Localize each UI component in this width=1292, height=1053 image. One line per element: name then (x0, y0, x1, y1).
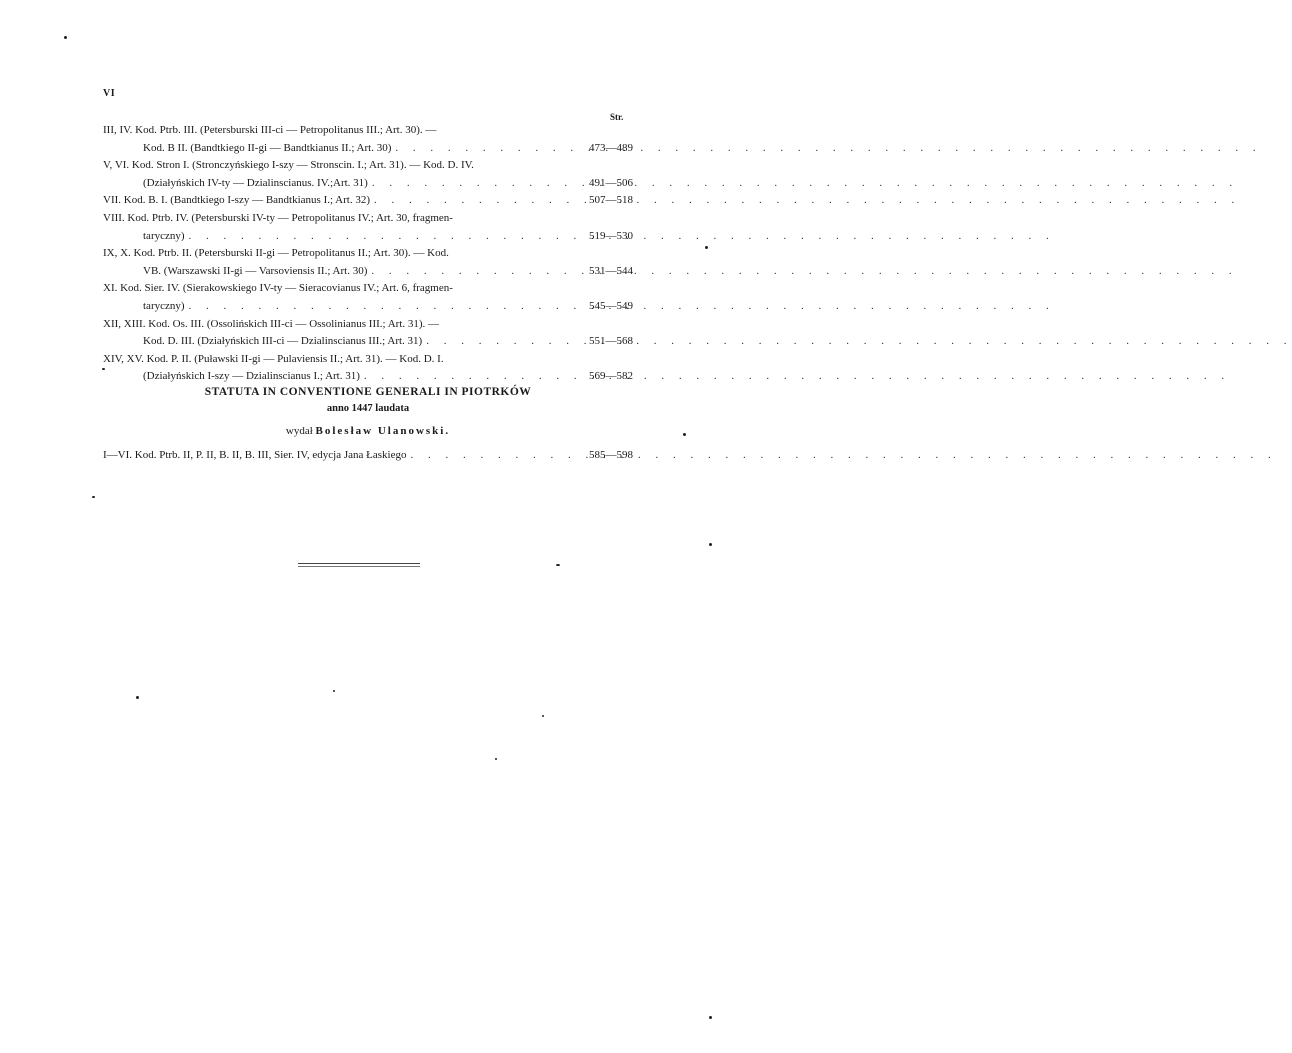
toc-entry-text: XI. Kod. Sier. IV. (Sierakowskiego IV-ty — Sieracovianus IV.; Art. 6, fragmen- (103, 282, 453, 295)
toc-entry-pages: 473—489 (589, 141, 633, 154)
toc-entry-text: III, IV. Kod. Ptrb. III. (Petersburski III-ci — Petropolitanus III.; Art. 30). — (103, 124, 437, 136)
leader-dots (395, 140, 577, 158)
scan-speck (102, 368, 105, 370)
toc-entry-text: Kod. D. III. (Działyńskich III-ci — Dzialinscianus III.; Art. 31) (143, 335, 423, 348)
scan-speck (542, 715, 544, 717)
toc-entry (103, 316, 633, 351)
toc-entry (103, 447, 633, 464)
scan-speck (495, 758, 497, 760)
editor-prefix: wydał (285, 425, 313, 437)
leader-dots (410, 447, 577, 464)
leader-dots (371, 263, 577, 281)
scan-speck (683, 433, 686, 436)
toc-entry-text: XII, XIII. Kod. Os. III. (Ossolińskich III-ci — Ossolinianus III.; Art. 31). — (103, 317, 440, 330)
scan-speck (92, 496, 95, 498)
scan-speck (64, 36, 67, 39)
toc-entry-text: taryczny) (143, 229, 185, 242)
toc-entry-text: IX, X. Kod. Ptrb. II. (Petersburski II-gi — Petropolitanus II.; Art. 30). — Kod. (103, 247, 449, 260)
scan-speck (556, 564, 560, 566)
toc-entry-text: (Działyńskich I-szy — Dzialinscianus I.; Art. 31) (143, 370, 360, 383)
toc-entry-text: I—VI. Kod. Ptrb. II, P. II, B. II, B. III, Sier. IV, edycja Jana Łaskiego (103, 449, 407, 461)
scan-speck (333, 690, 335, 692)
scan-speck (709, 1016, 712, 1019)
toc-entry-pages: 519—530 (589, 229, 633, 242)
toc-entry-text: V, VI. Kod. Stron I. (Stronczyńskiego I-szy — Stronscin. I.; Art. 31). — Kod. D. IV. (103, 159, 474, 172)
scan-speck (709, 543, 712, 546)
scan-speck (136, 696, 139, 699)
leader-dots (426, 333, 577, 351)
toc-entry (103, 192, 633, 210)
editor-name: Bolesław Ulanowski. (315, 425, 451, 437)
toc-entry-pages: 585—598 (589, 449, 633, 461)
toc-entry-text: VB. (Warszawski II-gi — Varsoviensis II.; Art. 30) (143, 264, 368, 277)
section-contents (103, 447, 633, 464)
toc-entry (103, 210, 633, 245)
leader-dots (189, 228, 577, 246)
toc-entry (103, 122, 633, 157)
toc-entry (103, 351, 633, 386)
toc-entry-pages: 531—544 (589, 264, 633, 277)
toc-entry-text: Kod. B II. (Bandtkiego II-gi — Bandtkianus II.; Art. 30) (143, 141, 392, 154)
section-subtitle: anno 1447 laudata (326, 403, 410, 414)
toc-entry (103, 157, 633, 192)
leader-dots (372, 175, 577, 193)
page-number: VI (103, 88, 116, 99)
section-editor (103, 425, 633, 437)
scan-speck (705, 246, 708, 249)
toc-entry-pages: 551—568 (589, 335, 633, 348)
toc-entry-pages: 569—582 (589, 370, 633, 383)
toc-entry-text: (Działyńskich IV-ty — Dzialinscianus. IV.;Art. 31) (143, 176, 368, 189)
toc-entry-pages: 545—549 (589, 299, 633, 312)
toc-entry-text: XIV, XV. Kod. P. II. (Puławski II-gi — Pulaviensis II.; Art. 31). — Kod. D. I. (103, 352, 444, 365)
toc-entry-text: taryczny) (143, 299, 185, 312)
toc-entry (103, 245, 633, 280)
toc-entry (103, 280, 633, 315)
end-rule (298, 563, 420, 567)
toc-entry-pages: 507—518 (589, 194, 633, 207)
leader-dots (374, 192, 577, 210)
section-title: STATUTA IN CONVENTIONE GENERALI IN PIOTRKÓW (204, 386, 532, 398)
leader-dots (189, 298, 577, 316)
toc-entry-pages: 491—506 (589, 176, 633, 189)
leader-dots (364, 368, 577, 386)
column-label-str: Str. (610, 112, 624, 122)
table-of-contents (103, 122, 633, 386)
toc-entry-text: VIII. Kod. Ptrb. IV. (Petersburski IV-ty — Petropolitanus IV.; Art. 30, fragmen- (103, 211, 453, 224)
toc-entry-text: VII. Kod. B. I. (Bandtkiego I-szy — Bandtkianus I.; Art. 32) (103, 194, 371, 207)
